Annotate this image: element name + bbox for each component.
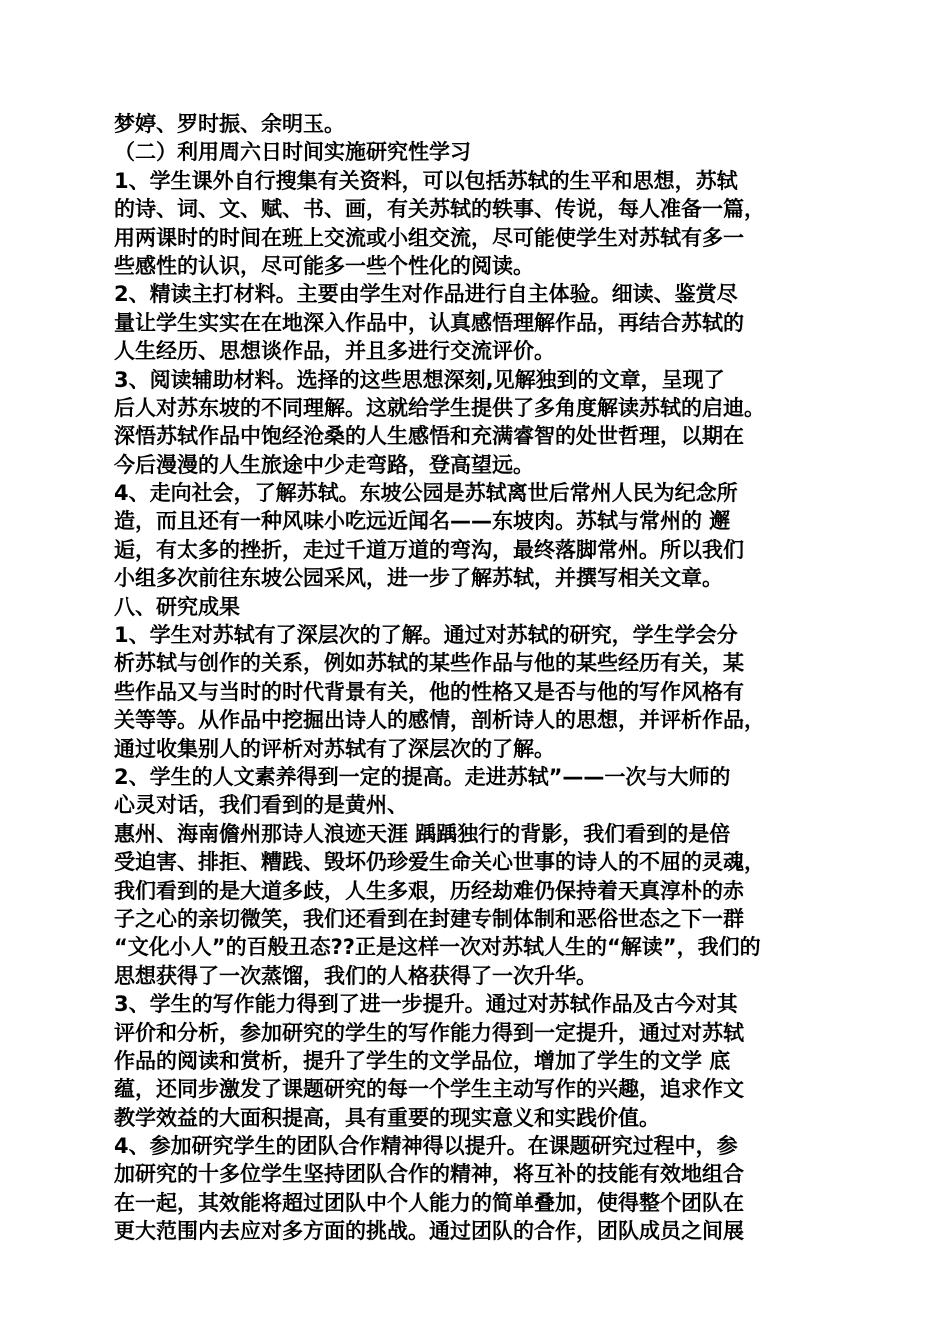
text-line: 蕴，还同步激发了课题研究的每一个学生主动写作的兴趣，追求作文 (114, 1077, 744, 1102)
text-line: 2、学生的人文素养得到一定的提高。走进苏轼”——一次与大师的 (114, 764, 731, 789)
text-line: 3、学生的写作能力得到了进一步提升。通过对苏轼作品及古今对其 (114, 992, 738, 1017)
text-line: 量让学生实实在在地深入作品中，认真感悟理解作品，再结合苏轼的 (114, 310, 744, 335)
text-line: 关等等。从作品中挖掘出诗人的感情，剖析诗人的思想，并评析作品， (114, 708, 765, 733)
text-line: 1、学生对苏轼有了深层次的了解。通过对苏轼的研究，学生学会分 (114, 623, 738, 648)
text-line: 思想获得了一次蒸馏，我们的人格获得了一次升华。 (114, 963, 597, 988)
text-line: 更大范围内去应对多方面的挑战。通过团队的合作，团队成员之间展 (114, 1219, 744, 1244)
text-line: 评价和分析，参加研究的学生的写作能力得到一定提升，通过对苏轼 (114, 1020, 744, 1045)
text-line: 加研究的十多位学生坚持团队合作的精神，将互补的技能有效地组合 (114, 1162, 744, 1187)
text-line: 惠州、海南儋州那诗人浪迹天涯 踽踽独行的背影，我们看到的是倍 (114, 821, 731, 846)
document-body (114, 110, 854, 1246)
text-line: 人生经历、思想谈作品，并且多进行交流评价。 (114, 339, 555, 364)
text-line: （二）利用周六日时间实施研究性学习 (114, 140, 471, 165)
text-line: 的诗、词、文、赋、书、画，有关苏轼的轶事、传说，每人准备一篇， (114, 197, 765, 222)
text-line: 作品的阅读和赏析，提升了学生的文学品位，增加了学生的文学 底 (114, 1048, 731, 1073)
text-line: 逅，有太多的挫折，走过千道万道的弯沟，最终落脚常州。所以我们 (114, 537, 744, 562)
text-line: 受迫害、排拒、糟践、毁坏仍珍爱生命关心世事的诗人的不屈的灵魂， (114, 850, 765, 875)
text-line: 梦婷、罗时振、余明玉。 (114, 112, 345, 136)
text-line: 些感性的认识，尽可能多一些个性化的阅读。 (114, 253, 534, 278)
text-line: 3、阅读辅助材料。选择的这些思想深刻,见解独到的文章，呈现了 (114, 367, 725, 392)
text-line: 心灵对话，我们看到的是黄州、 (114, 793, 408, 818)
text-line: 些作品又与当时的时代背景有关，他的性格又是否与他的写作风格有 (114, 679, 744, 704)
text-line: 析苏轼与创作的关系，例如苏轼的某些作品与他的某些经历有关，某 (114, 651, 744, 676)
text-line: “文化小人”的百般丑态??正是这样一次对苏轼人生的“解读”，我们的 (114, 935, 761, 960)
text-line: 在一起，其效能将超过团队中个人能力的简单叠加，使得整个团队在 (114, 1190, 744, 1215)
text-line: 1、学生课外自行搜集有关资料，可以包括苏轼的生平和思想，苏轼 (114, 168, 738, 193)
text-line: 八、研究成果 (114, 594, 240, 619)
text-line: 教学效益的大面积提高，具有重要的现实意义和实践价值。 (114, 1105, 660, 1130)
text-line: 2、精读主打材料。主要由学生对作品进行自主体验。细读、鉴赏尽 (114, 282, 738, 307)
text-line: 深悟苏轼作品中饱经沧桑的人生感悟和充满睿智的处世哲理，以期在 (114, 424, 744, 449)
text-line: 4、走向社会，了解苏轼。东坡公园是苏轼离世后常州人民为纪念所 (114, 481, 738, 506)
text-line: 后人对苏东坡的不同理解。这就给学生提供了多角度解读苏轼的启迪。 (114, 395, 765, 420)
text-line: 今后漫漫的人生旅途中少走弯路，登高望远。 (114, 452, 534, 477)
text-line: 小组多次前往东坡公园采风，进一步了解苏轼，并撰写相关文章。 (114, 566, 723, 591)
text-line: 通过收集别人的评析对苏轼有了深层次的了解。 (114, 736, 555, 761)
text-line: 4、参加研究学生的团队合作精神得以提升。在课题研究过程中，参 (114, 1134, 738, 1159)
text-line: 我们看到的是大道多歧，人生多艰，历经劫难仍保持着天真淳朴的赤 (114, 878, 744, 903)
text-line: 用两课时的时间在班上交流或小组交流，尽可能使学生对苏轼有多一 (114, 225, 744, 250)
text-line: 造，而且还有一种风味小吃远近闻名——东坡肉。苏轼与常州的 邂 (114, 509, 731, 534)
text-line: 子之心的亲切微笑，我们还看到在封建专制体制和恶俗世态之下一群 (114, 906, 744, 931)
